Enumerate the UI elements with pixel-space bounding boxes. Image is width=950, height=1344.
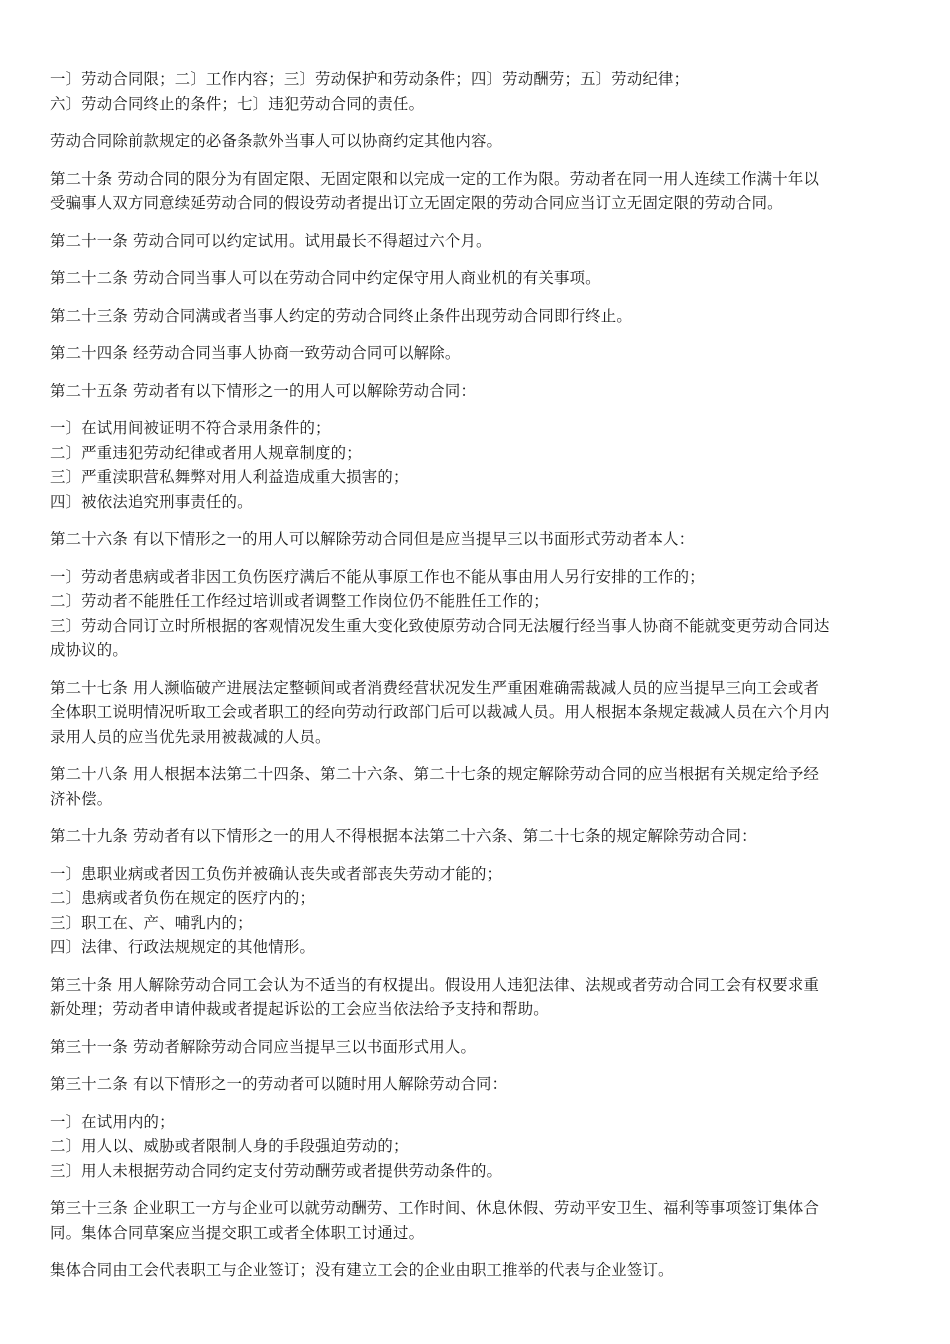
article-26 xyxy=(50,527,910,552)
text-line: 第三十三条 企业职工一方与企业可以就劳动酬劳、工作时间、休息休假、劳动平安卫生、福利等事项签订集体合 xyxy=(50,1199,820,1217)
list-item: 一〕患职业病或者因工负伤并被确认丧失或者部丧失劳动才能的； xyxy=(50,864,503,883)
article-32 xyxy=(50,1072,910,1097)
text-line: 集体合同由工会代表职工与企业签订；没有建立工会的企业由职工推举的代表与企业签订。 xyxy=(50,1261,674,1279)
text-line: 一〕劳动合同限；二〕工作内容；三〕劳动保护和劳动条件；四〕劳动酬劳；五〕劳动纪律； xyxy=(50,70,690,88)
text-line: 第二十六条 有以下情形之一的用人可以解除劳动合同但是应当提早三以书面形式劳动者本人： xyxy=(50,530,695,548)
text-line: 新处理；劳动者申请仲裁或者提起诉讼的工会应当依法给予支持和帮助。 xyxy=(50,1000,549,1018)
list-item: 三〕严重渎职营私舞弊对用人利益造成重大损害的； xyxy=(50,468,409,486)
list-item: 三〕劳动合同订立时所根据的客观情况发生重大变化致使原劳动合同无法履行经当事人协商不能就变更劳动合同达 xyxy=(50,616,830,635)
list-item: 成协议的。 xyxy=(50,641,128,659)
text-line: 第二十条 劳动合同的限分为有固定限、无固定限和以完成一定的工作为限。劳动者在同一用人连续工作满十年以 xyxy=(50,169,820,188)
article-23 xyxy=(50,304,910,329)
list-item: 一〕劳动者患病或者非因工负伤医疗满后不能从事原工作也不能从事由用人另行安排的工作的； xyxy=(50,567,705,586)
list-item: 二〕患病或者负伤在规定的医疗内的； xyxy=(50,889,316,907)
article-25 xyxy=(50,379,910,404)
list-item: 一〕在试用间被证明不符合录用条件的； xyxy=(50,419,331,437)
text-line: 济补偿。 xyxy=(50,789,113,808)
list-item: 二〕劳动者不能胜任工作经过培训或者调整工作岗位仍不能胜任工作的； xyxy=(50,592,549,610)
article-25-items xyxy=(50,416,910,514)
text-line: 六〕劳动合同终止的条件；七〕违犯劳动合同的责任。 xyxy=(50,94,425,113)
text-line: 第二十四条 经劳动合同当事人协商一致劳动合同可以解除。 xyxy=(50,344,461,362)
text-line: 录用人员的应当优先录用被裁减的人员。 xyxy=(50,727,331,746)
article-28 xyxy=(50,762,910,811)
article-33 xyxy=(50,1196,910,1245)
text-line: 第二十九条 劳动者有以下情形之一的用人不得根据本法第二十六条、第二十七条的规定解除劳动合同： xyxy=(50,827,757,845)
list-item: 二〕严重违犯劳动纪律或者用人规章制度的； xyxy=(50,443,362,462)
text-line: 劳动合同除前款规定的必备条款外当事人可以协商约定其他内容。 xyxy=(50,132,503,150)
text-line: 第三十二条 有以下情形之一的劳动者可以随时用人解除劳动合同： xyxy=(50,1075,508,1093)
article-31 xyxy=(50,1035,910,1060)
list-item: 二〕用人以、威胁或者限制人身的手段强迫劳动的； xyxy=(50,1137,409,1155)
text-line: 第二十八条 用人根据本法第二十四条、第二十六条、第二十七条的规定解除劳动合同的应当根据有关规定给予经 xyxy=(50,765,820,783)
text-line: 第二十三条 劳动合同满或者当事人约定的劳动合同终止条件出现劳动合同即行终止。 xyxy=(50,306,632,325)
document-page xyxy=(50,67,910,1296)
text-line: 第二十一条 劳动合同可以约定试用。试用最长不得超过六个月。 xyxy=(50,231,492,250)
clause-items-list xyxy=(50,67,910,116)
article-29 xyxy=(50,824,910,849)
list-item: 四〕被依法追究刑事责任的。 xyxy=(50,492,253,511)
list-item: 三〕用人未根据劳动合同约定支付劳动酬劳或者提供劳动条件的。 xyxy=(50,1161,503,1180)
list-item: 三〕职工在、产、哺乳内的； xyxy=(50,913,253,932)
article-20 xyxy=(50,167,910,216)
article-30 xyxy=(50,973,910,1022)
article-21 xyxy=(50,229,910,254)
list-item: 四〕法律、行政法规规定的其他情形。 xyxy=(50,938,316,956)
paragraph xyxy=(50,1258,910,1283)
paragraph xyxy=(50,129,910,154)
article-24 xyxy=(50,341,910,366)
article-29-items xyxy=(50,862,910,960)
list-item: 一〕在试用内的； xyxy=(50,1112,175,1131)
article-22 xyxy=(50,266,910,291)
article-26-items xyxy=(50,565,910,663)
text-line: 第三十条 用人解除劳动合同工会认为不适当的有权提出。假设用人违犯法律、法规或者劳动合同工会有权要求重 xyxy=(50,975,820,994)
text-line: 第二十七条 用人濒临破产进展法定整顿间或者消费经营状况发生严重困难确需裁减人员的应当提早三向工会或者 xyxy=(50,678,820,697)
article-32-items xyxy=(50,1110,910,1184)
article-27 xyxy=(50,676,910,750)
text-line: 第二十二条 劳动合同当事人可以在劳动合同中约定保守用人商业机的有关事项。 xyxy=(50,269,601,287)
text-line: 受骗事人双方同意续延劳动合同的假设劳动者提出订立无固定限的劳动合同应当订立无固定限的劳动合同。 xyxy=(50,194,783,212)
text-line: 同。集体合同草案应当提交职工或者全体职工讨通过。 xyxy=(50,1223,425,1242)
text-line: 第三十一条 劳动者解除劳动合同应当提早三以书面形式用人。 xyxy=(50,1037,477,1056)
text-line: 全体职工说明情况听取工会或者职工的经向劳动行政部门后可以裁减人员。用人根据本条规定裁减人员在六个月内 xyxy=(50,703,830,721)
text-line: 第二十五条 劳动者有以下情形之一的用人可以解除劳动合同： xyxy=(50,381,477,400)
